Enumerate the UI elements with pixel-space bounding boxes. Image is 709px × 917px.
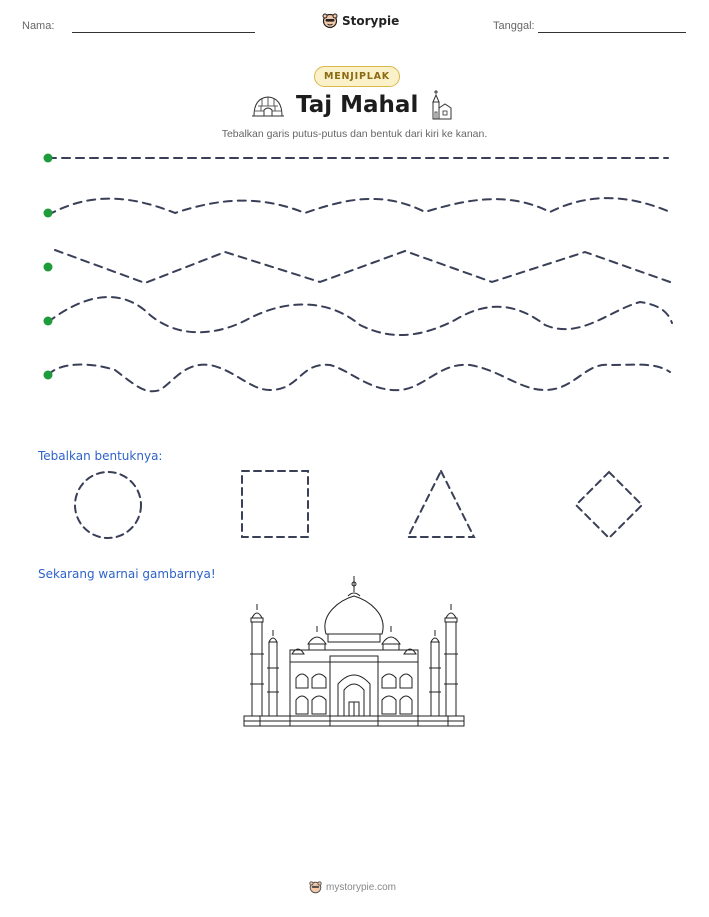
shape-diamond bbox=[576, 472, 642, 538]
trace-line-zigzag bbox=[55, 250, 670, 283]
trace-line-bumpy-wave bbox=[48, 365, 670, 392]
coloring-section-label: Sekarang warnai gambarnya! bbox=[38, 567, 216, 581]
start-dot-2 bbox=[44, 209, 53, 218]
trace-lines[interactable] bbox=[0, 140, 709, 400]
name-label: Nama: bbox=[22, 20, 55, 32]
name-line[interactable] bbox=[72, 32, 255, 33]
start-dot-4 bbox=[44, 317, 53, 326]
activity-badge: MENJIPLAK bbox=[314, 66, 400, 87]
footer-url[interactable]: mystorypie.com bbox=[326, 882, 397, 893]
igloo-icon bbox=[252, 94, 284, 118]
storypie-icon bbox=[322, 13, 338, 29]
date-line[interactable] bbox=[538, 32, 686, 33]
start-dot-5 bbox=[44, 371, 53, 380]
storypie-icon bbox=[309, 881, 322, 894]
footer bbox=[309, 881, 396, 894]
shapes-section-label: Tebalkan bentuknya: bbox=[38, 449, 163, 463]
trace-line-wave bbox=[48, 297, 672, 335]
page-title: Taj Mahal bbox=[296, 92, 419, 118]
shape-triangle bbox=[408, 471, 474, 537]
trace-line-gentle-wave bbox=[48, 198, 670, 215]
shape-circle bbox=[75, 472, 141, 538]
taj-mahal-illustration[interactable] bbox=[240, 574, 468, 730]
shape-square bbox=[242, 471, 308, 537]
start-dot-1 bbox=[44, 154, 53, 163]
date-label: Tanggal: bbox=[493, 20, 535, 32]
instructions: Tebalkan garis putus-putus dan bentuk dari kiri ke kanan. bbox=[221, 128, 488, 140]
church-icon bbox=[430, 90, 452, 120]
storypie-logo bbox=[322, 13, 399, 29]
trace-shapes[interactable] bbox=[0, 460, 709, 550]
brand-name: Storypie bbox=[342, 14, 400, 28]
start-dot-3 bbox=[44, 263, 53, 272]
